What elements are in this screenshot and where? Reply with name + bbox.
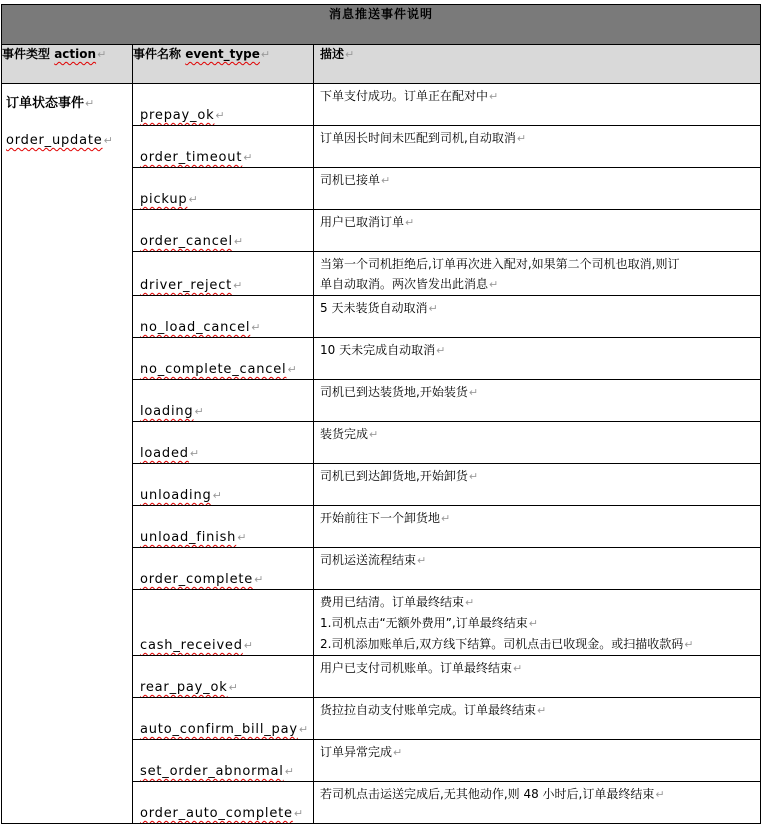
event-description-cell	[314, 506, 761, 548]
event-name: pickup	[140, 192, 188, 207]
description-line: 装货完成↵	[320, 427, 379, 441]
event-description-cell	[314, 252, 761, 296]
event-name: unload_finish	[140, 530, 237, 545]
title-row	[2, 5, 761, 45]
event-name: order_timeout	[140, 150, 243, 165]
action-label: 订单状态事件↵	[6, 96, 95, 111]
description-line: 用户已支付司机账单。订单最终结束↵	[320, 661, 523, 675]
action-cell	[2, 84, 133, 824]
event-name-cell: no_load_cancel↵	[133, 296, 314, 338]
event-name-cell: set_order_abnormal↵	[133, 740, 314, 782]
event-description-cell	[314, 210, 761, 252]
description-line: 开始前往下一个卸货地↵	[320, 511, 451, 525]
event-name: rear_pay_ok	[140, 680, 228, 695]
table-row	[2, 84, 761, 126]
description-line: 司机已到达卸货地,开始卸货↵	[320, 469, 479, 483]
event-name-cell: order_cancel↵	[133, 210, 314, 252]
header-description: 描述↵	[314, 45, 761, 84]
event-description-cell	[314, 422, 761, 464]
description-line: 5 天未装货自动取消↵	[320, 301, 438, 315]
event-description-cell	[314, 296, 761, 338]
action-value: order_update↵	[6, 133, 114, 148]
description-line: 1.司机点击“无额外费用”,订单最终结束↵	[320, 616, 538, 630]
table-title: 消息推送事件说明	[2, 5, 761, 45]
event-name: no_complete_cancel	[140, 362, 287, 377]
event-name-cell: cash_received↵	[133, 590, 314, 656]
event-name-cell: pickup↵	[133, 168, 314, 210]
description-line: 订单异常完成↵	[320, 745, 403, 759]
event-name-cell: no_complete_cancel↵	[133, 338, 314, 380]
event-name-cell: order_complete↵	[133, 548, 314, 590]
event-name: loaded	[140, 446, 189, 461]
description-line: 单自动取消。两次皆发出此消息↵	[320, 277, 499, 291]
event-name-cell: order_auto_complete↵	[133, 782, 314, 824]
description-line: 司机运送流程结束↵	[320, 553, 427, 567]
event-name: prepay_ok	[140, 108, 215, 123]
event-name-cell: rear_pay_ok↵	[133, 656, 314, 698]
description-line: 订单因长时间未匹配到司机,自动取消↵	[320, 131, 527, 145]
event-name: order_cancel	[140, 234, 233, 249]
event-description-cell	[314, 740, 761, 782]
event-name: set_order_abnormal	[140, 764, 284, 779]
event-name-cell: driver_reject↵	[133, 252, 314, 296]
description-line: 当第一个司机拒绝后,订单再次进入配对,如果第二个司机也取消,则订	[320, 257, 680, 271]
event-name-cell: loading↵	[133, 380, 314, 422]
event-description-cell	[314, 782, 761, 824]
event-name: auto_confirm_bill_pay	[140, 722, 298, 737]
event-description-cell	[314, 656, 761, 698]
event-description-cell	[314, 168, 761, 210]
event-name: loading	[140, 404, 194, 419]
event-description-cell	[314, 698, 761, 740]
event-description-cell	[314, 338, 761, 380]
event-name: no_load_cancel	[140, 320, 251, 335]
event-name-cell: unload_finish↵	[133, 506, 314, 548]
event-description-cell	[314, 84, 761, 126]
event-description-cell	[314, 590, 761, 656]
description-line: 10 天未完成自动取消↵	[320, 343, 446, 357]
header-event-type: 事件名称 event_type↵	[133, 45, 314, 84]
event-name: cash_received	[140, 638, 243, 653]
event-description-cell	[314, 126, 761, 168]
description-line: 下单支付成功。订单正在配对中↵	[320, 89, 499, 103]
description-line: 2.司机添加账单后,双方线下结算。司机点击已收现金。或扫描收款码↵	[320, 637, 694, 651]
event-description-cell	[314, 380, 761, 422]
event-name-cell: loaded↵	[133, 422, 314, 464]
description-line: 费用已结清。订单最终结束↵	[320, 595, 475, 609]
event-name: order_complete	[140, 572, 254, 587]
description-line: 用户已取消订单↵	[320, 215, 415, 229]
event-name: unloading	[140, 488, 212, 503]
event-name: driver_reject	[140, 278, 233, 293]
event-name-cell: order_timeout↵	[133, 126, 314, 168]
event-description-cell	[314, 548, 761, 590]
event-name: order_auto_complete	[140, 806, 293, 821]
description-line: 若司机点击运送完成后,无其他动作,则 48 小时后,订单最终结束↵	[320, 787, 665, 801]
description-line: 司机已接单↵	[320, 173, 391, 187]
event-name-cell: prepay_ok↵	[133, 84, 314, 126]
header-action: 事件类型 action↵	[2, 45, 133, 84]
header-row	[2, 45, 761, 84]
event-name-cell: auto_confirm_bill_pay↵	[133, 698, 314, 740]
event-table	[1, 4, 761, 824]
description-line: 司机已到达装货地,开始装货↵	[320, 385, 479, 399]
event-description-cell	[314, 464, 761, 506]
event-name-cell: unloading↵	[133, 464, 314, 506]
description-line: 货拉拉自动支付账单完成。订单最终结束↵	[320, 703, 547, 717]
